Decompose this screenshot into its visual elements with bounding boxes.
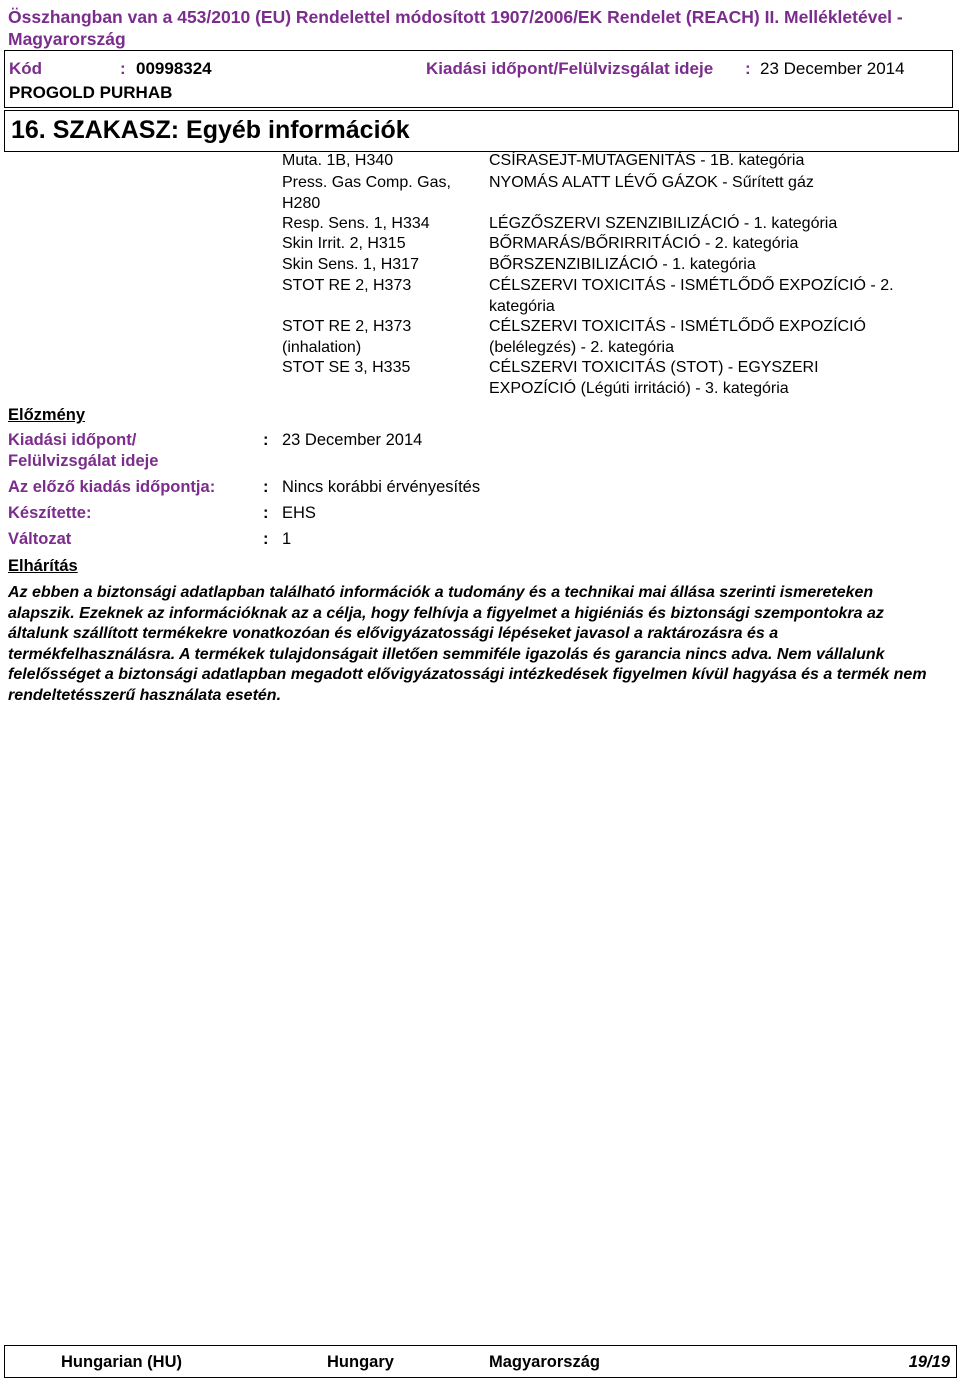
hazard-description: CÉLSZERVI TOXICITÁS (STOT) - EGYSZERI EXPOZÍCIÓ (Légúti irritáció) - 3. kategória: [489, 359, 819, 397]
regulation-title: Összhangban van a 453/2010 (EU) Rendelettel módosított 1907/2006/EK Rendelet (REACH) II. Mellékletével - Magyarország: [8, 7, 903, 49]
previous-issue-colon: :: [263, 478, 269, 496]
footer-language: Hungarian (HU): [61, 1353, 182, 1371]
hazard-code: STOT RE 2, H373 (inhalation): [282, 318, 412, 356]
version-colon: :: [263, 530, 269, 548]
revision-date-colon: :: [745, 59, 751, 78]
version-value: 1: [282, 530, 292, 548]
hazard-code: STOT SE 3, H335: [282, 359, 411, 376]
hazard-code: Skin Irrit. 2, H315: [282, 235, 406, 252]
code-label: Kód: [9, 59, 43, 78]
page-number: 19/19: [908, 1353, 950, 1371]
code-value: 00998324: [136, 59, 212, 78]
hazard-code: Skin Sens. 1, H317: [282, 256, 419, 273]
hazard-code: Resp. Sens. 1, H334: [282, 215, 430, 232]
footer-country: Hungary: [327, 1353, 394, 1371]
disclaimer-text: Az ebben a biztonsági adatlapban található információk a tudomány és a technikai mai állása szerinti ismereteken alapszik. Ezeknek az információknak az a célja, hogy felhívja a figyelmet a higiéniás és biztonsági szempontokra az általunk szállított termékekre vonatkozóan és elővigyázatossági lépéseket javasol a raktározásra és a termékfelhasználásra. A termékek tulajdonságait illetően semmiféle igazolás és garancia nincs adva. Nem vállalunk felelősséget a biztonsági adatlapban megadott elővigyázatossági intézkedések figyelmen kívül hagyása és a termék nem rendeltetésszerű használata esetén.: [8, 584, 927, 704]
document-header: [4, 50, 953, 108]
footer-region: Magyarország: [489, 1353, 600, 1371]
hazard-description: NYOMÁS ALATT LÉVŐ GÁZOK - Sűrített gáz: [489, 174, 814, 191]
hazard-code: STOT RE 2, H373: [282, 277, 412, 294]
section-heading: [4, 110, 959, 152]
page-footer: [4, 1345, 957, 1378]
hazard-description: CSÍRASEJT-MUTAGENITÁS - 1B. kategória: [489, 152, 805, 169]
code-colon: :: [120, 59, 126, 78]
hazard-code: Muta. 1B, H340: [282, 152, 394, 169]
revision-date-label: Kiadási időpont/Felülvizsgálat ideje: [426, 59, 714, 78]
history-heading: Előzmény: [8, 406, 86, 424]
hazard-description: CÉLSZERVI TOXICITÁS - ISMÉTLŐDŐ EXPOZÍCIÓ - 2. kategória: [489, 277, 894, 315]
hazard-description: CÉLSZERVI TOXICITÁS - ISMÉTLŐDŐ EXPOZÍCIÓ (belélegzés) - 2. kategória: [489, 318, 866, 356]
hazard-description: BŐRMARÁS/BŐRIRRITÁCIÓ - 2. kategória: [489, 235, 799, 252]
version-label: Változat: [8, 530, 72, 548]
issue-date-value: 23 December 2014: [282, 431, 423, 449]
previous-issue-label: Az előző kiadás időpontja:: [8, 478, 216, 496]
hazard-code: Press. Gas Comp. Gas, H280: [282, 174, 451, 212]
product-name: PROGOLD PURHAB: [9, 83, 173, 102]
disclaimer-heading: Elhárítás: [8, 557, 78, 575]
previous-issue-value: Nincs korábbi érvényesítés: [282, 478, 481, 496]
prepared-by-colon: :: [263, 504, 269, 522]
issue-date-colon: :: [263, 431, 269, 449]
prepared-by-value: EHS: [282, 504, 316, 522]
revision-date-value: 23 December 2014: [760, 59, 905, 78]
hazard-description: BŐRSZENZIBILIZÁCIÓ - 1. kategória: [489, 256, 756, 273]
prepared-by-label: Készítette:: [8, 504, 92, 522]
section-title: 16. SZAKASZ: Egyéb információk: [11, 116, 410, 144]
hazard-description: LÉGZŐSZERVI SZENZIBILIZÁCIÓ - 1. kategória: [489, 215, 838, 232]
issue-date-label: Kiadási időpont/ Felülvizsgálat ideje: [8, 431, 159, 470]
